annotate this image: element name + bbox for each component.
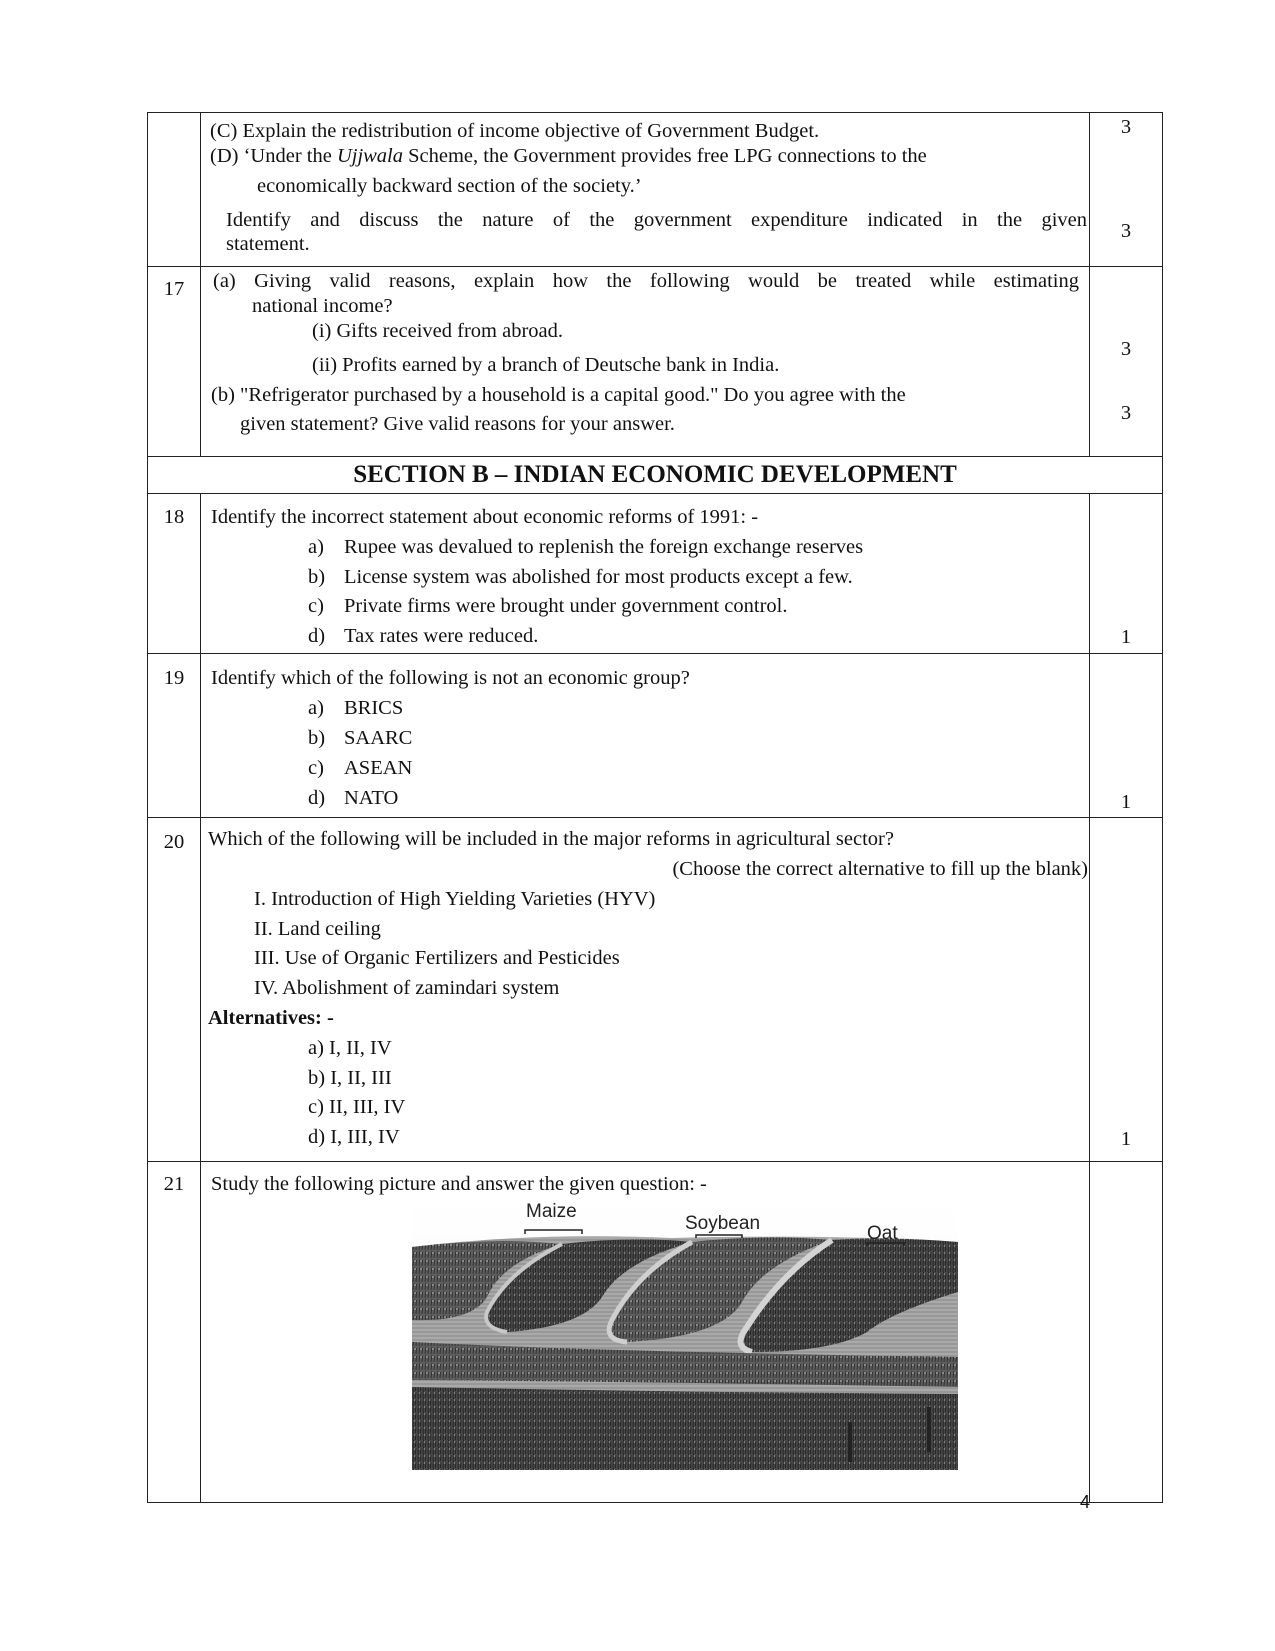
section-b-title: SECTION B – INDIAN ECONOMIC DEVELOPMENT [148, 457, 1163, 494]
q19-number: 19 [163, 667, 185, 689]
q19-marks: 1 [1120, 791, 1132, 813]
q20-question: Which of the following will be included in the major reforms in agricultural sector? [208, 828, 894, 850]
picture-label-maize: Maize [526, 1201, 577, 1222]
q16-part-d-line1: (D) ‘Under the Ujjwala Scheme, the Government provides free LPG connections to the [210, 145, 927, 167]
q17-a-line1: (a) Giving valid reasons, explain how the following would be treated while estimating [213, 270, 1079, 292]
q20-marks-cell [1090, 818, 1163, 1162]
q17-a-marks: 3 [1120, 338, 1132, 360]
q21-number-cell [148, 1162, 201, 1503]
q20-marks: 1 [1120, 1128, 1132, 1150]
q19-row [148, 654, 1163, 818]
q20-body-cell [201, 818, 1090, 1162]
q21-question: Study the following picture and answer the given question: - [211, 1173, 707, 1195]
q18-option-c-label: c) [308, 595, 324, 617]
q20-row [148, 818, 1163, 1162]
q19-option-a: BRICS [344, 697, 404, 719]
q19-option-d: NATO [344, 787, 399, 809]
q17-number: 17 [163, 278, 185, 300]
q18-option-d: Tax rates were reduced. [344, 625, 539, 647]
q20-number: 20 [163, 831, 185, 853]
section-b-row [148, 457, 1163, 494]
page-number: 4 [1080, 1492, 1091, 1512]
q18-number: 18 [163, 506, 185, 528]
q20-alternative-c: c) II, III, IV [308, 1096, 406, 1118]
q17-body-cell [201, 267, 1090, 457]
q20-item-4: IV. Abolishment of zamindari system [254, 977, 560, 999]
picture-label-soybean: Soybean [685, 1213, 761, 1234]
q16-part-d-line2: economically backward section of the society.’ [257, 175, 642, 197]
q18-option-d-label: d) [308, 625, 326, 647]
q19-option-c-label: c) [308, 757, 324, 779]
q21-number: 21 [163, 1173, 185, 1195]
q16-body-cell [201, 113, 1090, 267]
q20-item-2: II. Land ceiling [254, 918, 381, 940]
q18-row [148, 494, 1163, 654]
q19-marks-cell [1090, 654, 1163, 818]
q17-b-marks: 3 [1120, 402, 1132, 424]
q19-question: Identify which of the following is not an economic group? [211, 667, 690, 689]
q17-a-ii: (ii) Profits earned by a branch of Deutsche bank in India. [312, 354, 780, 376]
q18-number-cell [148, 494, 201, 654]
q17-row [148, 267, 1163, 457]
q17-a-line2: national income? [252, 295, 393, 317]
q18-option-b: License system was abolished for most products except a few. [344, 566, 853, 588]
q18-body-cell [201, 494, 1090, 654]
q20-item-3: III. Use of Organic Fertilizers and Pesticides [254, 947, 620, 969]
q17-number-cell [148, 267, 201, 457]
q17-a-i: (i) Gifts received from abroad. [312, 320, 564, 342]
q20-alternative-d: d) I, III, IV [308, 1126, 400, 1148]
q16-row [148, 113, 1163, 267]
q20-instruction: (Choose the correct alternative to fill up the blank) [672, 858, 1088, 880]
q21-marks-cell [1090, 1162, 1163, 1503]
q16-number-cell [148, 113, 201, 267]
q17-b-line2: given statement? Give valid reasons for your answer. [240, 413, 675, 435]
q19-option-d-label: d) [308, 787, 326, 809]
q19-option-b: SAARC [344, 727, 413, 749]
q16-d-marks: 3 [1120, 220, 1132, 242]
q19-option-c: ASEAN [344, 757, 413, 779]
q19-option-b-label: b) [308, 727, 326, 749]
q18-marks-cell [1090, 494, 1163, 654]
q16-marks-cell [1090, 113, 1163, 267]
q20-alternative-b: b) I, II, III [308, 1067, 392, 1089]
q17-marks-cell [1090, 267, 1163, 457]
q19-body-cell [201, 654, 1090, 818]
q18-question: Identify the incorrect statement about economic reforms of 1991: - [211, 506, 759, 528]
strip-cropping-photo [412, 1202, 958, 1470]
q19-option-a-label: a) [308, 697, 324, 719]
q18-option-a: Rupee was devalued to replenish the foreign exchange reserves [344, 536, 864, 558]
q18-option-a-label: a) [308, 536, 324, 558]
q21-body-cell [201, 1162, 1090, 1503]
q20-alternative-a: a) I, II, IV [308, 1037, 392, 1059]
q18-marks: 1 [1120, 626, 1132, 648]
q21-row [148, 1162, 1163, 1503]
q18-option-c: Private firms were brought under government control. [344, 595, 788, 617]
q16-identify-line2: statement. [226, 233, 310, 255]
picture-label-oat: Oat [867, 1223, 898, 1244]
q19-number-cell [148, 654, 201, 818]
q16-part-c: (C) Explain the redistribution of income objective of Government Budget. [210, 120, 820, 142]
q16-identify-line1: Identify and discuss the nature of the government expenditure indicated in the given [226, 209, 1087, 231]
q16-c-marks: 3 [1120, 116, 1132, 138]
q17-b-line1: (b) "Refrigerator purchased by a household is a capital good." Do you agree with the [211, 384, 906, 406]
q20-alternatives-heading: Alternatives: - [208, 1007, 334, 1029]
q20-number-cell [148, 818, 201, 1162]
q18-option-b-label: b) [308, 566, 326, 588]
question-table [147, 112, 1163, 1503]
q20-item-1: I. Introduction of High Yielding Varieties (HYV) [254, 888, 656, 910]
